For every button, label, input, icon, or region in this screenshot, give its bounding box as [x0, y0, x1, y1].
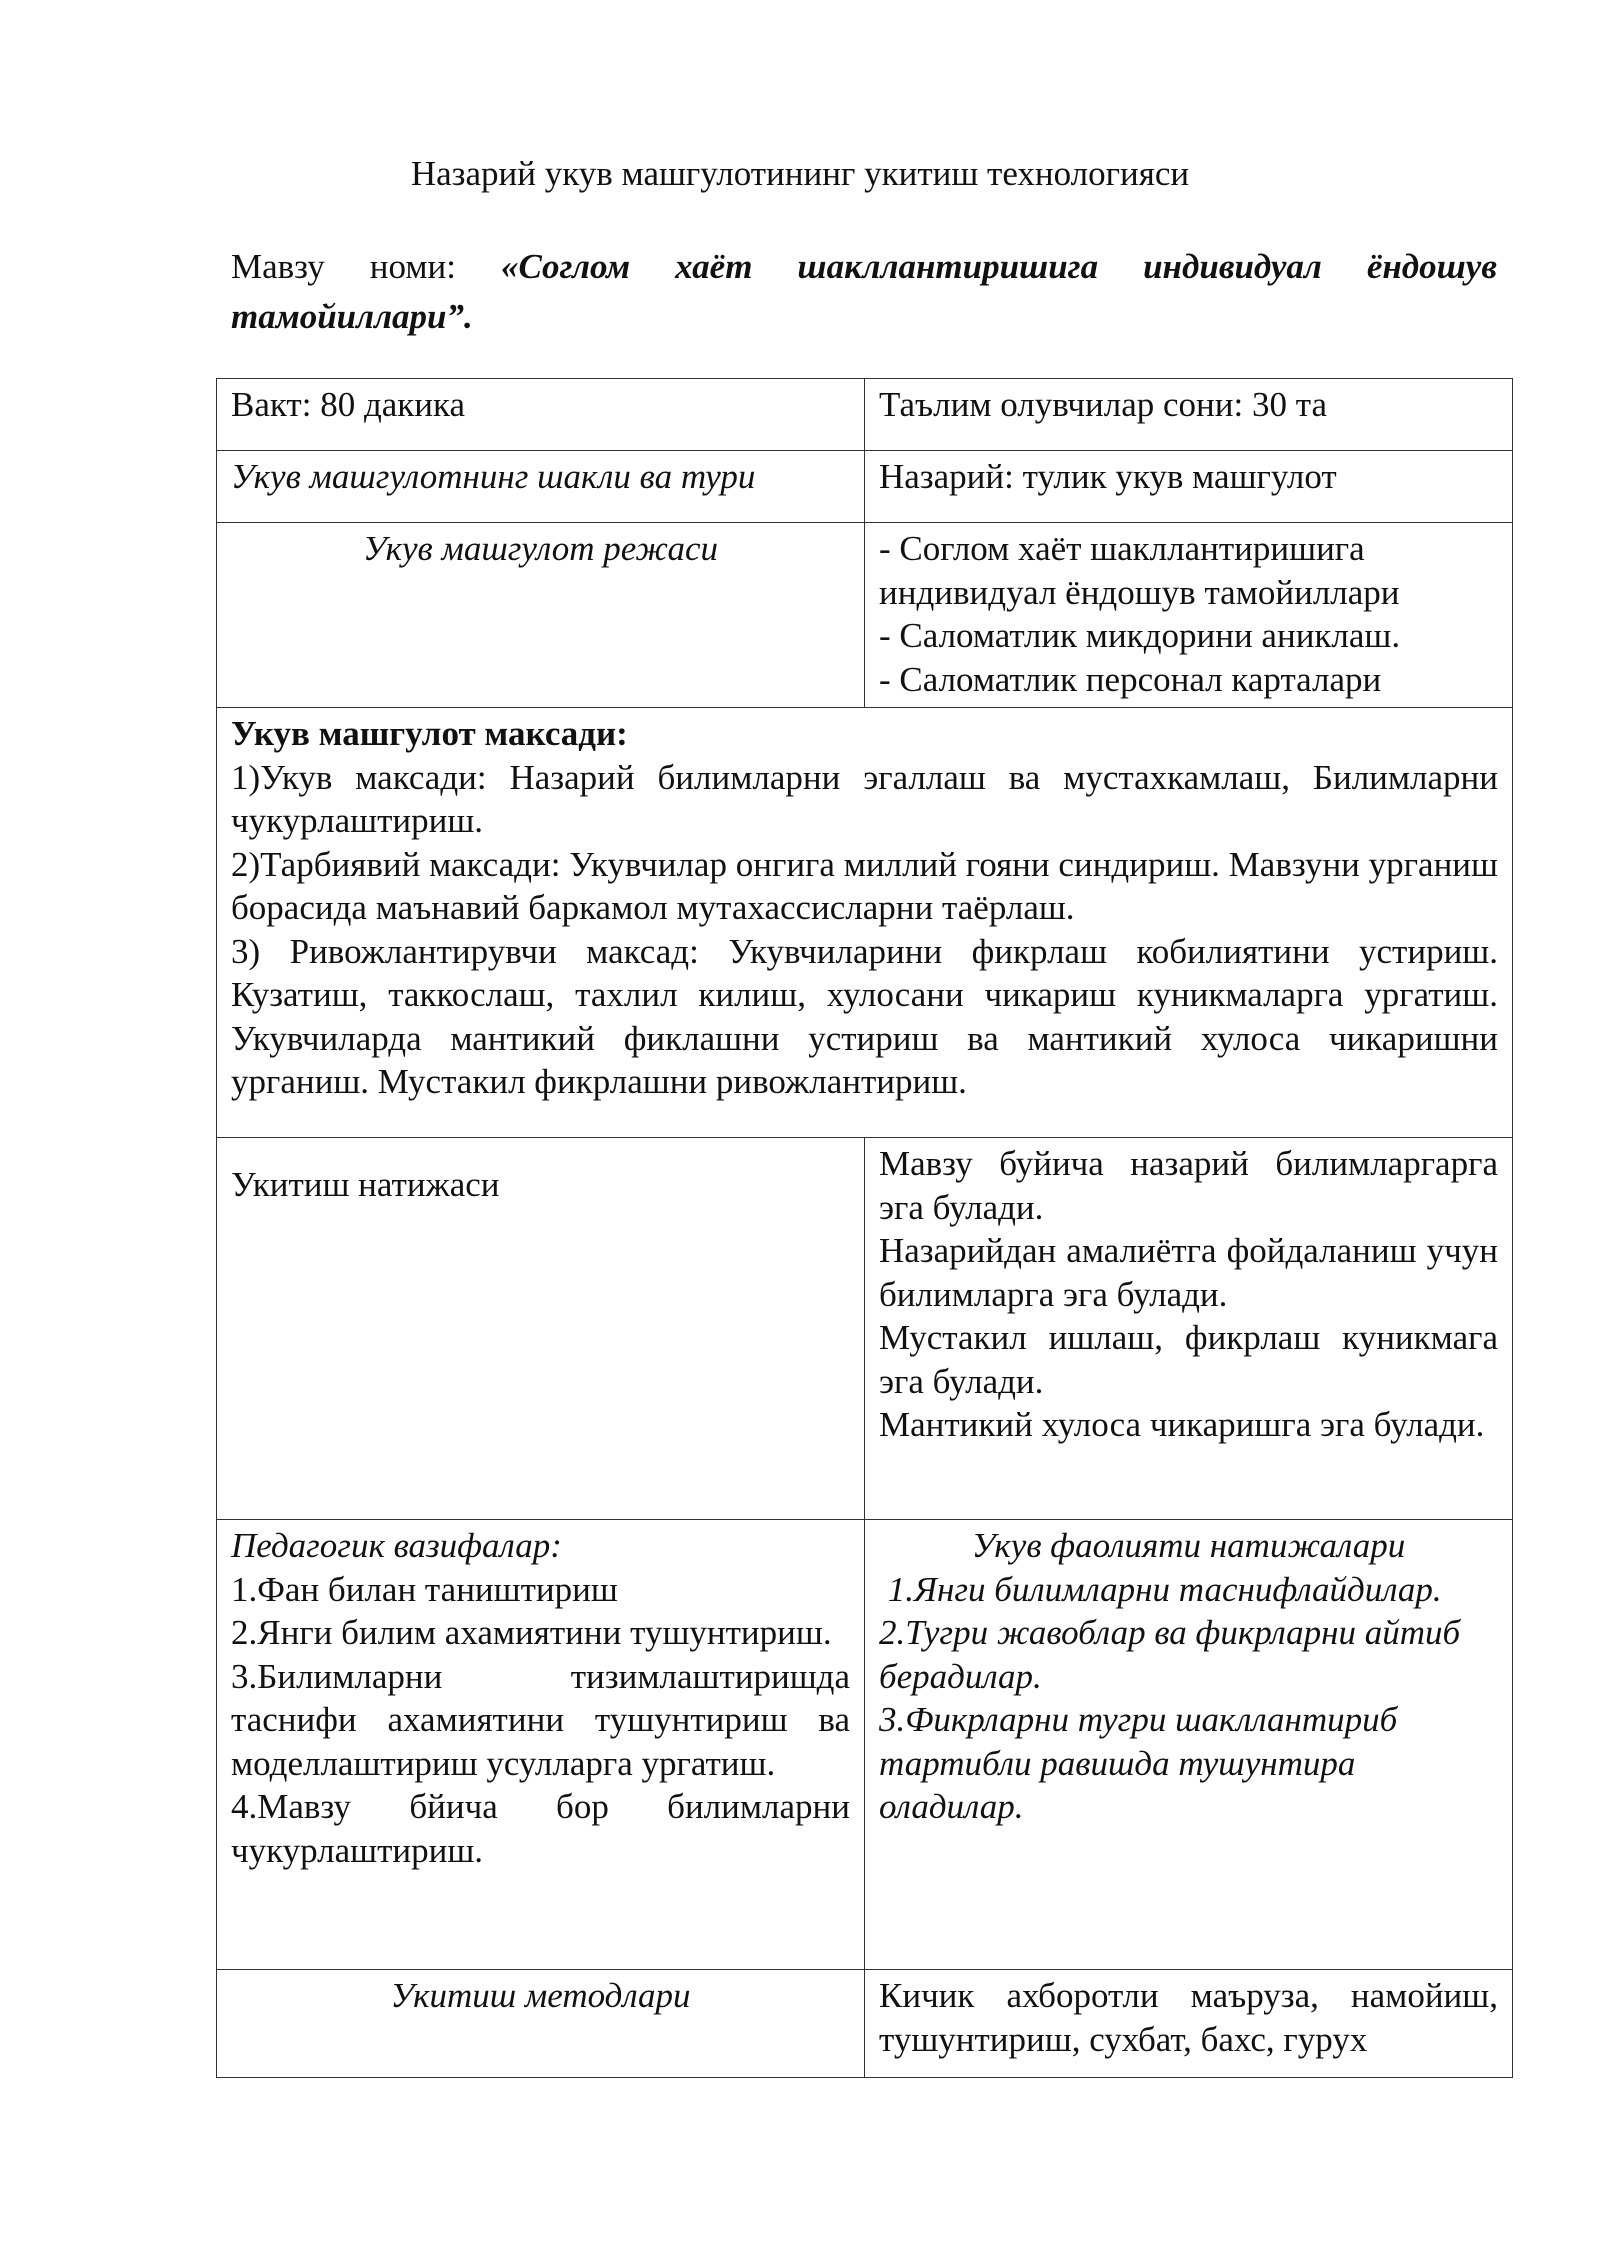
activity-item: 2.Тугри жавоблар ва фикрларни айтиб берадилар.	[879, 1613, 1461, 1696]
ped-item: 4.Мавзу бйича бор билимларни чукурлаштириш.	[231, 1787, 850, 1870]
topic-title: «Соглом хаёт шакллантиришига индивидуал ёндошув тамойиллари”.	[231, 247, 1497, 336]
methods-label-cell: Укитиш методлари	[217, 1970, 865, 2078]
result-items-cell	[865, 1138, 1513, 1520]
time-cell: Вакт: 80 дакика	[217, 379, 865, 451]
plan-label-cell: Укув машгулот режаси	[217, 523, 865, 708]
goal-cell	[217, 708, 1513, 1138]
goal-paragraph: 2)Тарбиявий максади: Укувчилар онгига миллий гояни синдириш. Мавзуни урганиш борасида маънавий баркамол мутахассисларни таёрлаш.	[231, 844, 1498, 927]
plan-item: - Саломатлик микдорини аниклаш.	[879, 616, 1401, 655]
row-plan	[217, 523, 1513, 708]
result-item: Мавзу буйича назарий билимларгарга эга булади.	[879, 1144, 1498, 1227]
lesson-table	[216, 378, 1513, 2078]
goal-paragraph: 3) Ривожлантирувчи максад: Укувчиларини фикрлаш кобилиятини устириш. Кузатиш, таккослаш, тахлил килиш, хулосани чикариш куникмаларга ургатиш. Укувчиларда мантикий фиклашни устириш ва мантикий хулоса чикаришни урганиш. Мустакил фикрлашни ривожлантириш.	[231, 931, 1498, 1101]
row-results	[217, 1138, 1513, 1520]
topic-prefix: Мавзу номи:	[231, 247, 501, 286]
row-goal	[217, 708, 1513, 1138]
result-item: Мустакил ишлаш, фикрлаш куникмага эга булади.	[879, 1318, 1498, 1401]
activity-item: 1.Янги билимларни таснифлайдилар.	[879, 1569, 1442, 1609]
row-form	[217, 451, 1513, 523]
activity-heading: Укув фаолияти натижалари	[971, 1526, 1406, 1565]
form-value-cell: Назарий: тулик укув машгулот	[865, 451, 1513, 523]
activity-item: 3.Фикрларни тугри шакллантириб тартибли равишда тушунтира оладилар.	[879, 1700, 1398, 1826]
form-label-cell: Укув машгулотнинг шакли ва тури	[217, 451, 865, 523]
goal-heading: Укув машгулот максади:	[231, 714, 628, 753]
students-cell: Таълим олувчилар сони: 30 та	[865, 379, 1513, 451]
goal-paragraph: 1)Укув максади: Назарий билимларни эгаллаш ва мустахкамлаш, Билимларни чукурлаштириш.	[231, 757, 1498, 840]
result-item: Назарийдан амалиётга фойдаланиш учун билимларга эга булади.	[879, 1231, 1498, 1314]
plan-items-cell	[865, 523, 1513, 708]
row-time	[217, 379, 1513, 451]
result-label-cell	[217, 1138, 865, 1520]
plan-item: - Соглом хаёт шакллантиришига индивидуал ёндошув тамойиллари	[879, 529, 1400, 612]
document-title: Назарий укув машгулотининг укитиш технологияси	[410, 154, 1190, 193]
plan-item: - Саломатлик персонал карталари	[879, 659, 1382, 699]
methods-value-cell: Кичик ахборотли маъруза, намойиш, тушунтириш, сухбат, бахс, гурух	[865, 1970, 1513, 2078]
ped-cell	[217, 1520, 865, 1970]
result-label: Укитиш натижаси	[231, 1165, 500, 1204]
row-methods	[217, 1970, 1513, 2078]
ped-item: 2.Янги билим ахамиятини тушунтириш.	[231, 1613, 832, 1652]
ped-heading: Педагогик вазифалар:	[231, 1526, 562, 1565]
row-pedagogy	[217, 1520, 1513, 1970]
ped-item: 3.Билимларни тизимлаштиришда таснифи ахамиятини тушунтириш ва моделлаштириш усулларга ургатиш.	[231, 1656, 850, 1783]
result-item: Мантикий хулоса чикаришга эга булади.	[879, 1405, 1485, 1444]
activity-cell	[865, 1520, 1513, 1970]
ped-item: 1.Фан билан таништириш	[231, 1569, 618, 1609]
topic-line	[231, 242, 1497, 342]
